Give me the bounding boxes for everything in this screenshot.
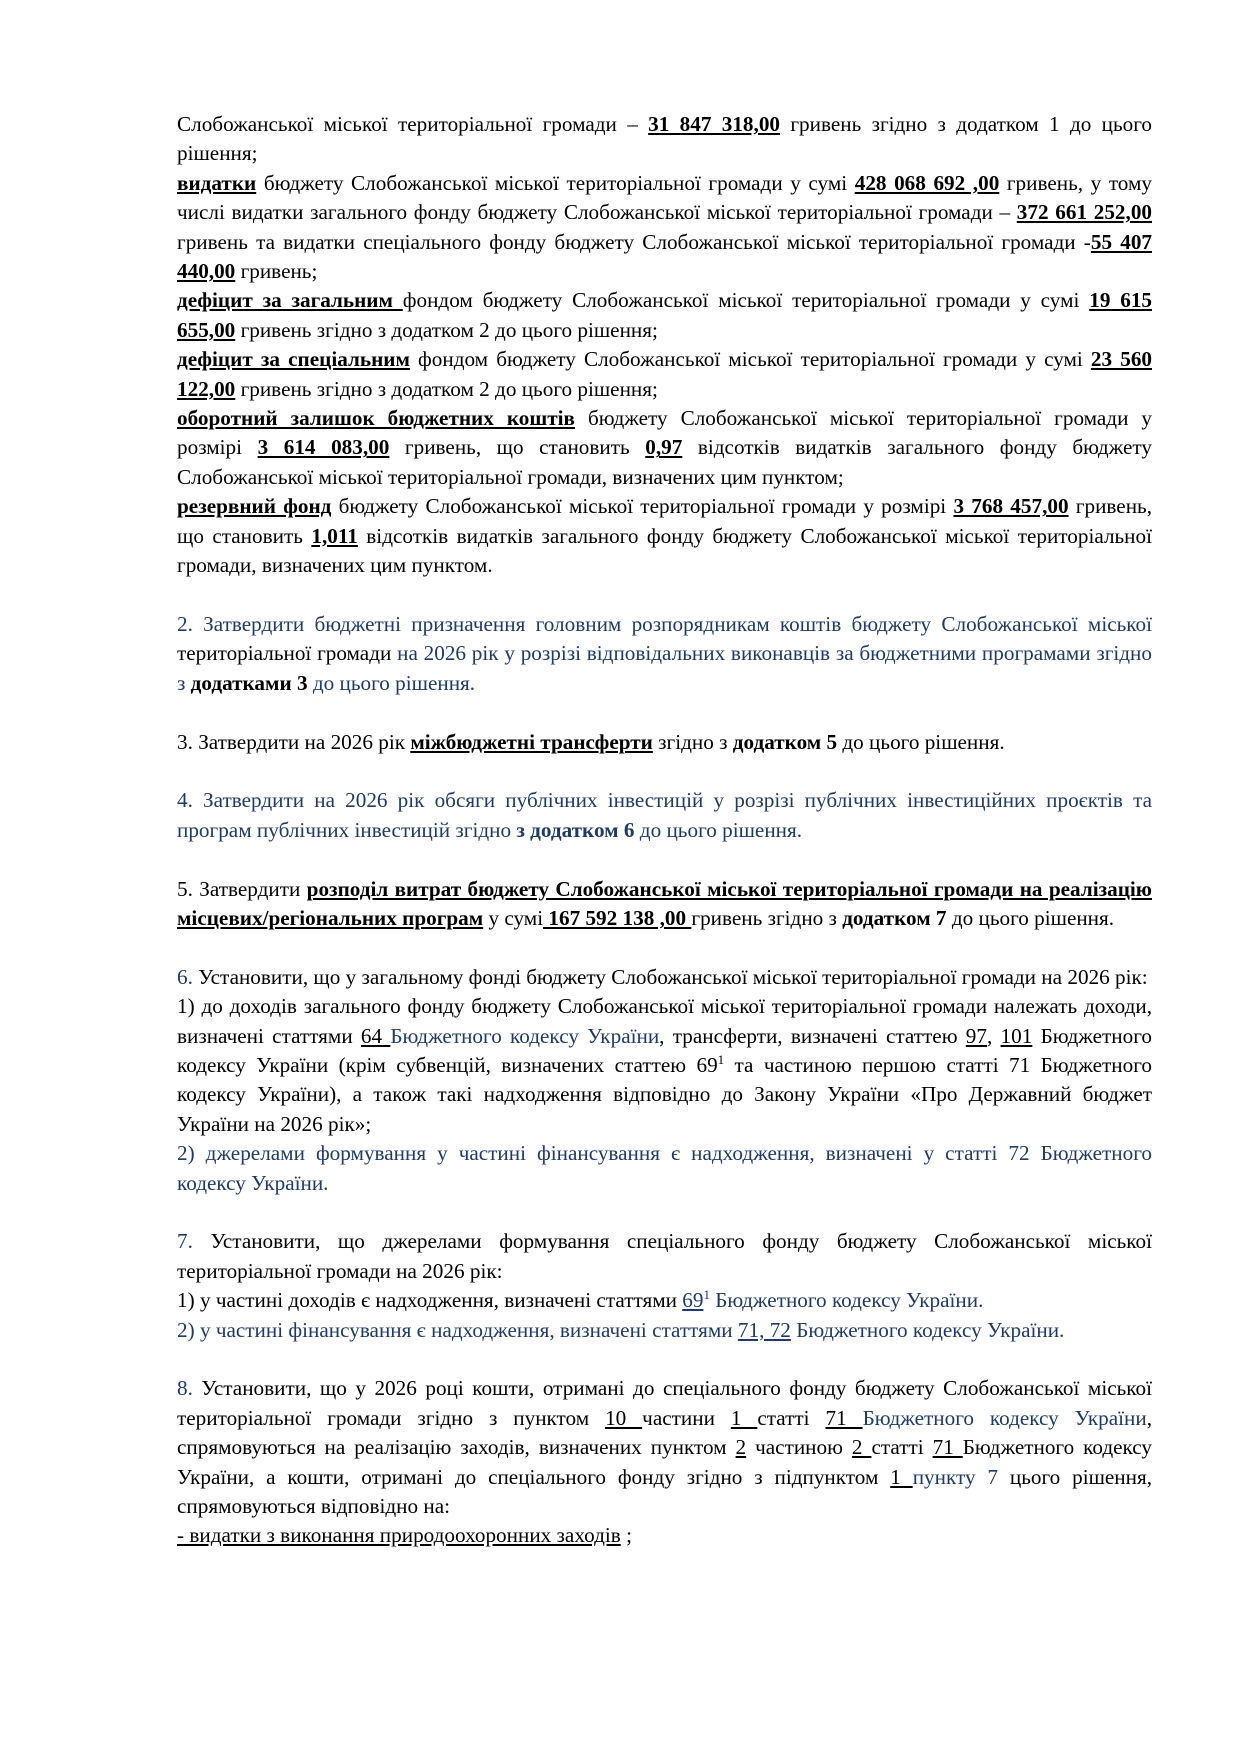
- item-3-paragraph: 3. Затвердити на 2026 рік міжбюджетні трансферти згідно з додатком 5 до цього рішення.: [177, 729, 1005, 754]
- spacer: [177, 757, 1152, 786]
- item-2-paragraph: 2. Затвердити бюджетні призначення головним розпорядникам коштів бюджету Слобожанської міської територіальної громади на 2026 рік у розрізі відповідальних виконавців за бюджетними програмами згідно з додатками 3 до цього рішення.: [177, 611, 1152, 695]
- expenditures-paragraph: видатки бюджету Слобожанської міської територіальної громади у сумі 428 068 692 ,00 гривень, у тому числі видатки загального фонду бюджету Слобожанської міської територіальної громади – 372 661 252,00 гривень та видатки спеціального фонду бюджету Слобожанської міської територіальної громади -55 407 440,00 гривень;: [177, 170, 1153, 284]
- item-5-paragraph: 5. Затвердити розподіл витрат бюджету Слобожанської міської територіальної громади на реалізацію місцевих/регіональних програм у сумі 167 592 138 ,00 гривень згідно з додатком 7 до цього рішення.: [177, 876, 1152, 930]
- general-fund-deficit-paragraph: дефіцит за загальним фондом бюджету Слобожанської міської територіальної громади у сумі 19 615 655,00 гривень згідно з додатком 2 до цього рішення;: [177, 288, 1153, 342]
- item-4-paragraph: 4. Затвердити на 2026 рік обсяги публічних інвестицій у розрізі публічних інвестиційних проєктів та програм публічних інвестицій згідно з додатком 6 до цього рішення.: [177, 788, 1152, 842]
- revenue-general-fund-line: Слобожанської міської територіальної громади – 31 847 318,00 гривень згідно з додатком 1 до цього рішення;: [177, 112, 1153, 166]
- item-6-paragraph: 6. Установити, що у загальному фонді бюджету Слобожанської міської територіальної громади на 2026 рік:: [177, 964, 1148, 989]
- item-7-subitem-2: 2) у частині фінансування є надходження, визначені статтями 71, 72 Бюджетного кодексу України.: [177, 1317, 1065, 1342]
- item-6-subitem-1: 1) до доходів загального фонду бюджету Слобожанської міської територіальної громади належать доходи, визначені статтями 64 Бюджетного кодексу України, трансферти, визначені статтею 97, 101 Бюджетного кодексу України (крім субвенцій, визначених статтею $69^1$ та частиною першою статті 71 Бюджетного кодексу України), а також такі надходження відповідно до Закону України «Про Державний бюджет України на 2026 рік»;: [177, 994, 1152, 1136]
- spacer: [177, 581, 1152, 610]
- document-body: [177, 110, 1152, 1551]
- item-8-paragraph: 8. Установити, що у 2026 році кошти, отримані до спеціального фонду бюджету Слобожанської міської територіальної громади згідно з пунктом 10 частини 1 статті 71 Бюджетного кодексу України, спрямовуються на реалізацію заходів, визначених пунктом 2 частиною 2 статті 71 Бюджетного кодексу України, а кошти, отримані до спеціального фонду згідно з підпунктом 1 пункту 7 цього рішення, спрямовуються відповідно на:: [177, 1376, 1153, 1518]
- item-7-subitem-1: 1) у частині доходів є надходження, визначені статтями $69^1$ Бюджетного кодексу України.: [177, 1287, 984, 1313]
- spacer: [177, 1345, 1152, 1374]
- spacer: [177, 1198, 1152, 1227]
- spacer: [177, 933, 1152, 962]
- working-balance-paragraph: оборотний залишок бюджетних коштів бюджету Слобожанської міської територіальної громади у розмірі 3 614 083,00 гривень, що становить 0,97 відсотків видатків загального фонду бюджету Слобожанської міської територіальної громади, визначених цим пунктом;: [177, 406, 1153, 489]
- spacer: [177, 698, 1152, 727]
- item-6-subitem-2: 2) джерелами формування у частині фінансування є надходження, визначені у статті 72 Бюджетного кодексу України.: [177, 1141, 1152, 1195]
- item-7-paragraph: 7. Установити, що джерелами формування спеціального фонду бюджету Слобожанської міської територіальної громади на 2026 рік:: [177, 1229, 1152, 1283]
- special-fund-deficit-paragraph: дефіцит за спеціальним фондом бюджету Слобожанської міської територіальної громади у сумі 23 560 122,00 гривень згідно з додатком 2 до цього рішення;: [177, 347, 1153, 401]
- item-8-last-line: - видатки з виконання природоохоронних заходів ;: [177, 1523, 632, 1548]
- spacer: [177, 845, 1152, 874]
- reserve-fund-paragraph: резервний фонд бюджету Слобожанської міської територіальної громади у розмірі 3 768 457,00 гривень, що становить 1,011 відсотків видатків загального фонду бюджету Слобожанської міської територіальної громади, визначених цим пунктом.: [177, 494, 1153, 578]
